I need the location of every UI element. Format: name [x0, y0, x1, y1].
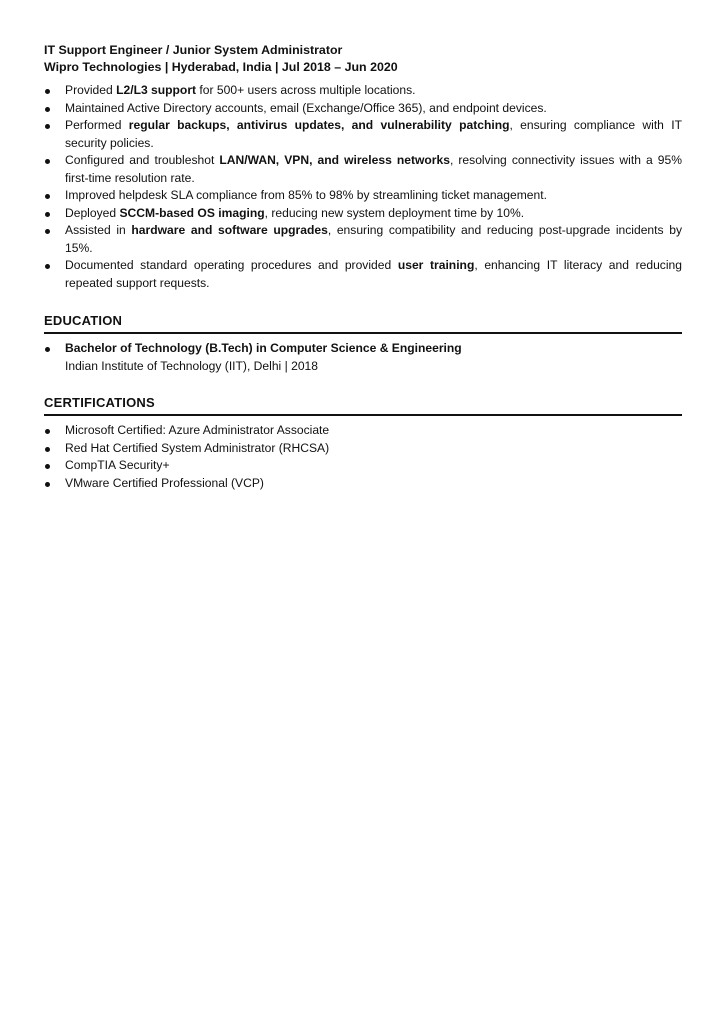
experience-bullet: Maintained Active Directory accounts, email (Exchange/Office 365), and endpoint devices. [44, 100, 682, 118]
experience-bullet: Documented standard operating procedures and provided user training, enhancing IT literacy and reducing repeated support requests. [44, 257, 682, 292]
education-list [44, 340, 682, 375]
degree-name: Bachelor of Technology (B.Tech) in Computer Science & Engineering [65, 341, 462, 355]
certifications-list [44, 422, 682, 492]
bullet-icon [45, 482, 50, 487]
bullet-icon [45, 194, 50, 199]
bullet-icon [45, 464, 50, 469]
experience-bullet: Configured and troubleshot LAN/WAN, VPN, and wireless networks, resolving connectivity issues with a 95% first-time resolution rate. [44, 152, 682, 187]
bullet-icon [45, 159, 50, 164]
education-heading: EDUCATION [44, 313, 682, 334]
job-title: IT Support Engineer / Junior System Administrator [44, 43, 343, 57]
certification-item: Red Hat Certified System Administrator (RHCSA) [44, 440, 682, 458]
bullet-icon [45, 347, 50, 352]
certification-item: Microsoft Certified: Azure Administrator Associate [44, 422, 682, 440]
experience-bullet: Performed regular backups, antivirus updates, and vulnerability patching, ensuring compliance with IT security policies. [44, 117, 682, 152]
certification-item: CompTIA Security+ [44, 457, 682, 475]
certification-item: VMware Certified Professional (VCP) [44, 475, 682, 493]
experience-bullet: Improved helpdesk SLA compliance from 85% to 98% by streamlining ticket management. [44, 187, 682, 205]
education-item [44, 340, 682, 375]
bullet-icon [45, 429, 50, 434]
experience-bullet: Assisted in hardware and software upgrades, ensuring compatibility and reducing post-upgrade incidents by 15%. [44, 222, 682, 257]
bullet-icon [45, 229, 50, 234]
bullet-icon [45, 264, 50, 269]
experience-entry [44, 42, 682, 292]
education-section [44, 313, 682, 375]
resume-page [44, 40, 682, 492]
job-company-line: Wipro Technologies | Hyderabad, India | Jul 2018 – Jun 2020 [44, 60, 398, 74]
experience-bullet: Provided L2/L3 support for 500+ users across multiple locations. [44, 82, 682, 100]
bullet-icon [45, 107, 50, 112]
bullet-icon [45, 447, 50, 452]
school-name: Indian Institute of Technology (IIT), Delhi | 2018 [65, 358, 318, 373]
experience-bullets [44, 82, 682, 292]
bullet-icon [45, 212, 50, 217]
experience-bullet: Deployed SCCM-based OS imaging, reducing new system deployment time by 10%. [44, 205, 682, 223]
certifications-heading: CERTIFICATIONS [44, 395, 682, 416]
certifications-section [44, 395, 682, 492]
bullet-icon [45, 89, 50, 94]
bullet-icon [45, 124, 50, 129]
